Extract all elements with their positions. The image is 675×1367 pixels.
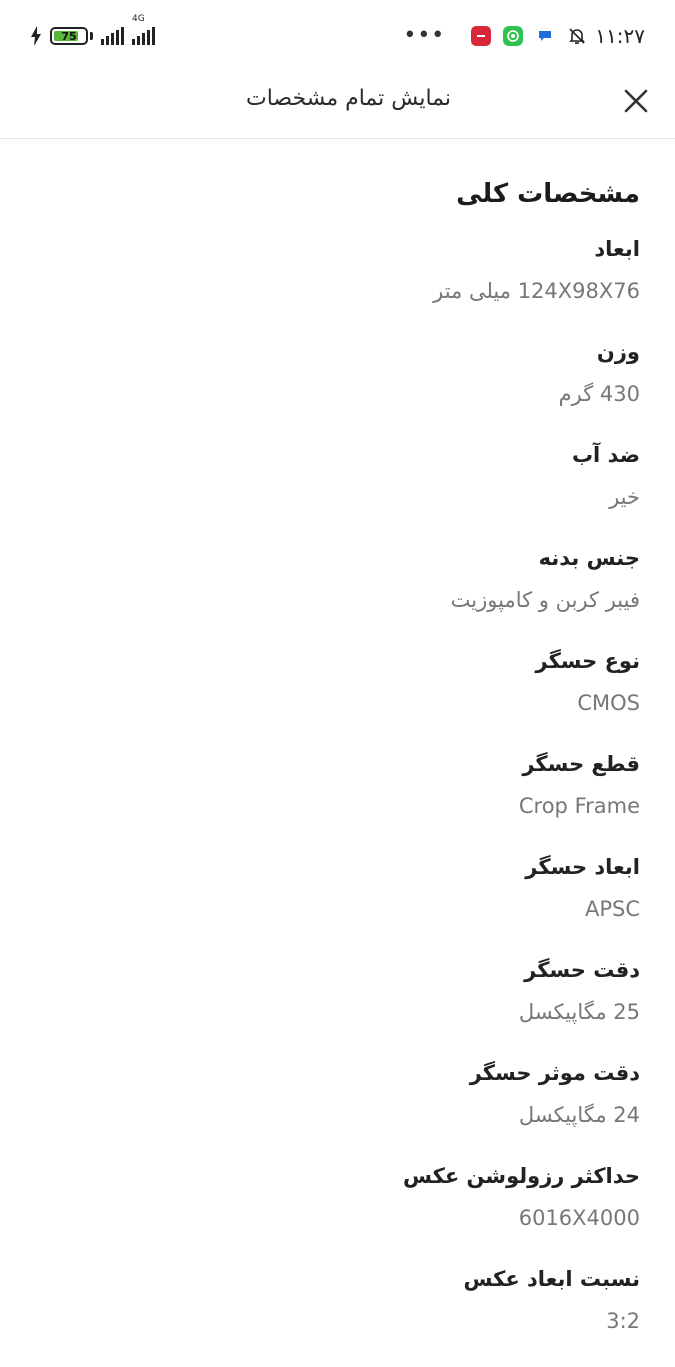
spec-label: ابعاد [594,237,640,261]
whatsapp-icon [503,26,523,46]
spec-value: CMOS [577,691,640,715]
spec-item-sensor-format [35,749,640,852]
status-bar [0,0,675,72]
spec-value: خیر [609,485,640,509]
spec-value: 124X98X76 میلی متر [433,279,640,303]
spec-value: APSC [584,897,640,921]
spec-label: نوع حسگر [535,649,640,673]
close-button[interactable] [621,86,651,116]
spec-label: دقت موثر حسگر [469,1061,640,1085]
spec-label: حداکثر رزولوشن عکس [402,1164,640,1188]
spec-label: ابعاد حسگر [525,855,640,879]
status-right [403,22,645,50]
spec-item-dimensions [35,234,640,337]
spec-value: 24 مگاپیکسل [518,1103,640,1127]
spec-item-max-photo-resolution [35,1161,640,1264]
clock: ۱۱:۲۷ [595,24,645,48]
notifications-muted-icon [567,26,587,46]
spec-value: Crop Frame [518,794,640,818]
battery-level: 75 [61,29,77,43]
network-type: 4G [132,14,145,24]
spec-label: قطع حسگر [522,752,640,776]
spec-value: 25 مگاپیکسل [518,1000,640,1024]
spec-label: ضد آب [571,443,640,467]
spec-value: فیبر کربن و کامپوزیت [450,588,640,612]
specs-content [35,172,640,1367]
spec-item-sensor-resolution [35,955,640,1058]
spec-label: دقت حسگر [524,958,640,982]
spec-item-weight [35,337,640,440]
spec-item-aspect-ratio [35,1264,640,1367]
spec-label: نسبت ابعاد عکس [463,1267,640,1291]
spec-label: جنس بدنه [538,546,640,570]
spec-item-sensor-type [35,646,640,749]
spec-item-sensor-size [35,852,640,955]
more-notifications-icon: ••• [403,23,446,48]
network-indicator [132,14,155,45]
signal-icon [101,27,124,45]
spec-item-waterproof [35,440,640,543]
spec-item-body-material [35,543,640,646]
message-icon [535,26,555,46]
battery-icon [50,27,88,45]
close-icon [623,88,649,114]
spec-value: 6016X4000 [518,1206,640,1230]
spec-item-effective-resolution [35,1058,640,1161]
page-title: نمایش تمام مشخصات [246,86,451,111]
signal-icon-2 [132,27,155,45]
charging-icon [30,25,42,47]
status-left [30,14,155,50]
section-title: مشخصات کلی [456,179,640,209]
spec-label: وزن [596,340,640,364]
spec-value: 3:2 [606,1309,640,1333]
header [0,72,675,139]
spec-value: 430 گرم [558,382,640,406]
app-notification-icon [471,26,491,46]
